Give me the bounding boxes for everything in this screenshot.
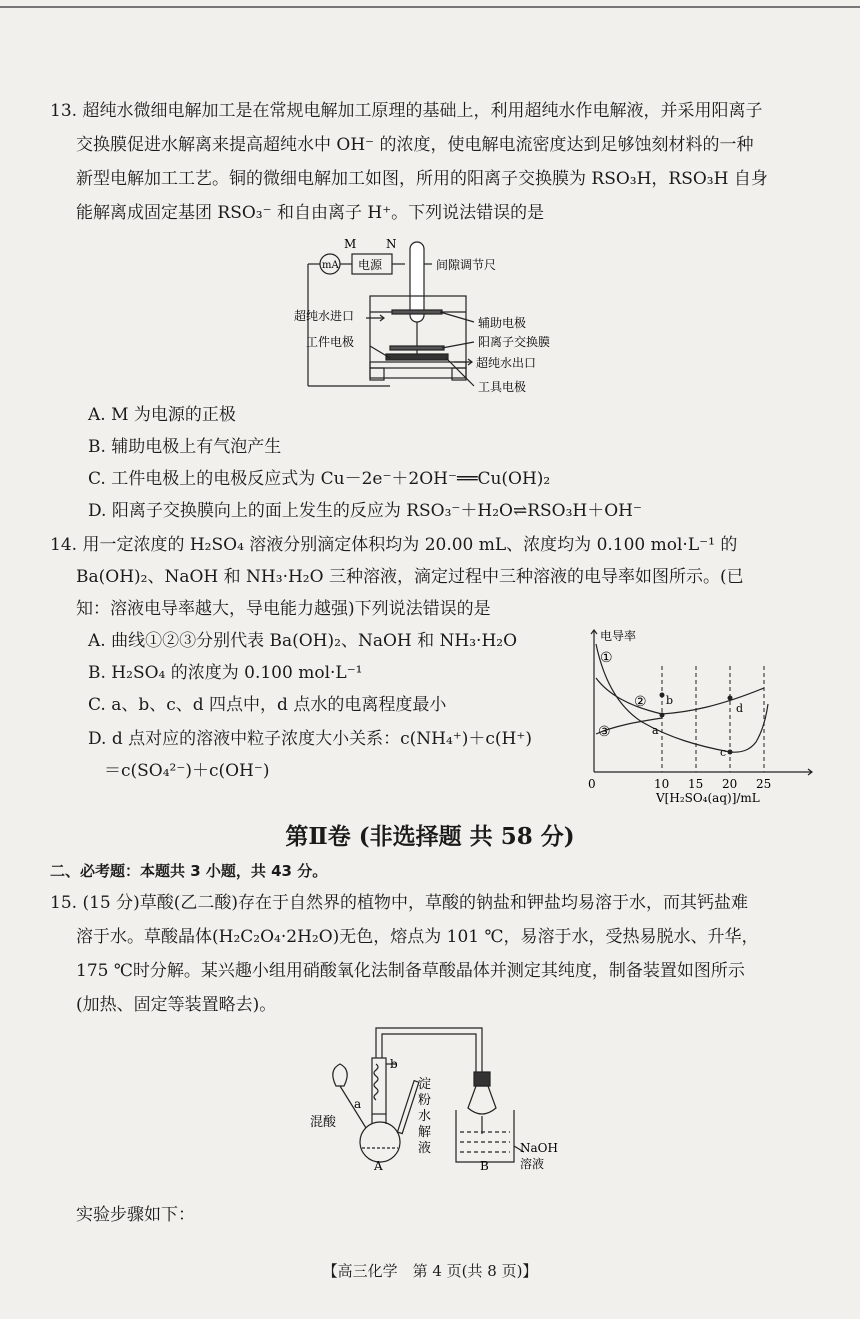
point-b: [660, 693, 665, 698]
section-2-subheading: 二、必考题：本题共 3 小题，共 43 分。: [50, 862, 328, 880]
q14-line-1: 14. 用一定浓度的 H₂SO₄ 溶液分别滴定体积均为 20.00 mL、浓度均为 0.100 mol·L⁻¹ 的: [50, 535, 738, 555]
inverted-funnel: [468, 1086, 496, 1114]
label-starch-3: 水: [418, 1109, 432, 1124]
section-2-heading: 第Ⅱ卷 (非选择题 共 58 分): [285, 823, 575, 850]
point-label-d: d: [736, 702, 744, 715]
point-a: [660, 713, 665, 718]
series-label-2: ②: [634, 694, 647, 710]
label-solution: 溶液: [520, 1157, 545, 1170]
q14-line-3: 知：溶液电导率越大，导电能力越强)下列说法错误的是: [76, 599, 491, 619]
apparatus-diagram: [300, 1020, 580, 1170]
point-label-a: a: [652, 724, 659, 737]
exchange-membrane: [390, 346, 444, 350]
point-label-c: c: [720, 746, 727, 759]
q13-line-2: 交换膜促进水解离来提高超纯水中 OH⁻ 的浓度，使电解电流密度达到足够蚀刻材料的一种: [76, 135, 754, 155]
label-gap: 间隙调节尺: [436, 258, 497, 272]
label-starch-1: 淀: [418, 1077, 432, 1092]
label-b: b: [390, 1057, 398, 1071]
beaker-b: [456, 1110, 514, 1162]
y-axis-label: 电导率: [600, 629, 637, 643]
label-power: 电源: [358, 258, 383, 272]
q14-option-c: C. a、b、c、d 四点中，d 点水的电离程度最小: [88, 695, 447, 715]
conductivity-chart: [580, 622, 820, 806]
label-naoh: NaOH: [520, 1141, 558, 1155]
tool-electrode: [386, 354, 448, 360]
separatory-funnel: [333, 1064, 347, 1086]
q14-option-d: D. d 点对应的溶液中粒子浓度大小关系：c(NH₄⁺)＋c(H⁺): [88, 729, 532, 749]
label-M: M: [344, 237, 357, 251]
q13-line-1: 13. 超纯水微细电解加工是在常规电解加工原理的基础上，利用超纯水作电解液，并采用阳离子: [50, 101, 763, 121]
q13-option-a: A. M 为电源的正极: [88, 405, 236, 425]
q15-line-2: 溶于水。草酸晶体(H₂C₂O₄·2H₂O)无色，熔点为 101 ℃，易溶于水，受热易脱水、升华，: [76, 927, 759, 947]
label-mixed-acid: 混酸: [310, 1115, 337, 1130]
q13-line-4: 能解离成固定基团 RSO₃⁻ 和自由离子 H⁺。下列说法错误的是: [76, 203, 545, 223]
label-inlet: 超纯水进口: [294, 309, 355, 323]
q13-option-d: D. 阳离子交换膜向上的面上发生的反应为 RSO₃⁻＋H₂O⇌RSO₃H＋OH⁻: [88, 501, 642, 521]
x-tick-0: 0: [588, 777, 596, 791]
x-tick-25: 25: [756, 777, 772, 791]
q13-option-c: C. 工件电极上的电极反应式为 Cu－2e⁻＋2OH⁻══Cu(OH)₂: [88, 469, 551, 489]
label-B: B: [480, 1159, 489, 1170]
top-border: [0, 6, 860, 8]
q15-steps: 实验步骤如下：: [76, 1205, 195, 1225]
curve-1: [596, 644, 768, 752]
x-tick-15: 15: [688, 777, 704, 791]
label-N: N: [386, 237, 397, 251]
label-membrane: 阳离子交换膜: [478, 335, 551, 349]
label-outlet: 超纯水出口: [476, 356, 537, 370]
label-starch-2: 粉: [418, 1093, 432, 1108]
label-aux: 辅助电极: [478, 316, 527, 330]
label-A: A: [374, 1159, 383, 1170]
point-label-b: b: [666, 694, 674, 707]
q14-option-d-cont: ＝c(SO₄²⁻)＋c(OH⁻): [104, 761, 270, 781]
q13-line-3: 新型电解加工工艺。铜的微细电解加工如图，所用的阳离子交换膜为 RSO₃H，RSO₃H 自身: [76, 169, 768, 189]
q14-option-b: B. H₂SO₄ 的浓度为 0.100 mol·L⁻¹: [88, 663, 363, 683]
q13-option-b: B. 辅助电极上有气泡产生: [88, 437, 282, 457]
q14-option-a: A. 曲线①②③分别代表 Ba(OH)₂、NaOH 和 NH₃·H₂O: [88, 631, 518, 651]
label-starch-4: 解: [418, 1125, 432, 1140]
series-label-3: ③: [598, 724, 611, 740]
thermometer: [397, 1081, 418, 1134]
electrolysis-diagram: [290, 234, 580, 398]
point-c: [728, 750, 733, 755]
label-work: 工件电极: [306, 335, 355, 349]
label-starch-5: 液: [418, 1141, 432, 1156]
point-d: [728, 696, 733, 701]
x-tick-20: 20: [722, 777, 738, 791]
auxiliary-electrode: [392, 310, 442, 314]
x-axis-label: V[H₂SO₄(aq)]/mL: [656, 791, 760, 805]
x-tick-10: 10: [654, 777, 670, 791]
label-ma: mA: [322, 260, 339, 271]
q15-line-1: 15. (15 分)草酸(乙二酸)存在于自然界的植物中，草酸的钠盐和钾盐均易溶于水，而其钙盐难: [50, 893, 749, 913]
series-label-1: ①: [600, 650, 613, 666]
label-a: a: [354, 1097, 362, 1111]
q15-line-3: 175 ℃时分解。某兴趣小组用硝酸氧化法制备草酸晶体并测定其纯度，制备装置如图所示: [76, 961, 745, 981]
q14-line-2: Ba(OH)₂、NaOH 和 NH₃·H₂O 三种溶液，滴定过程中三种溶液的电导率如图所示。(已: [76, 567, 744, 587]
label-tool: 工具电极: [478, 380, 527, 394]
page-footer: 【高三化学 第 4 页(共 8 页)】: [322, 1262, 538, 1280]
q15-line-4: (加热、固定等装置略去)。: [76, 995, 277, 1015]
